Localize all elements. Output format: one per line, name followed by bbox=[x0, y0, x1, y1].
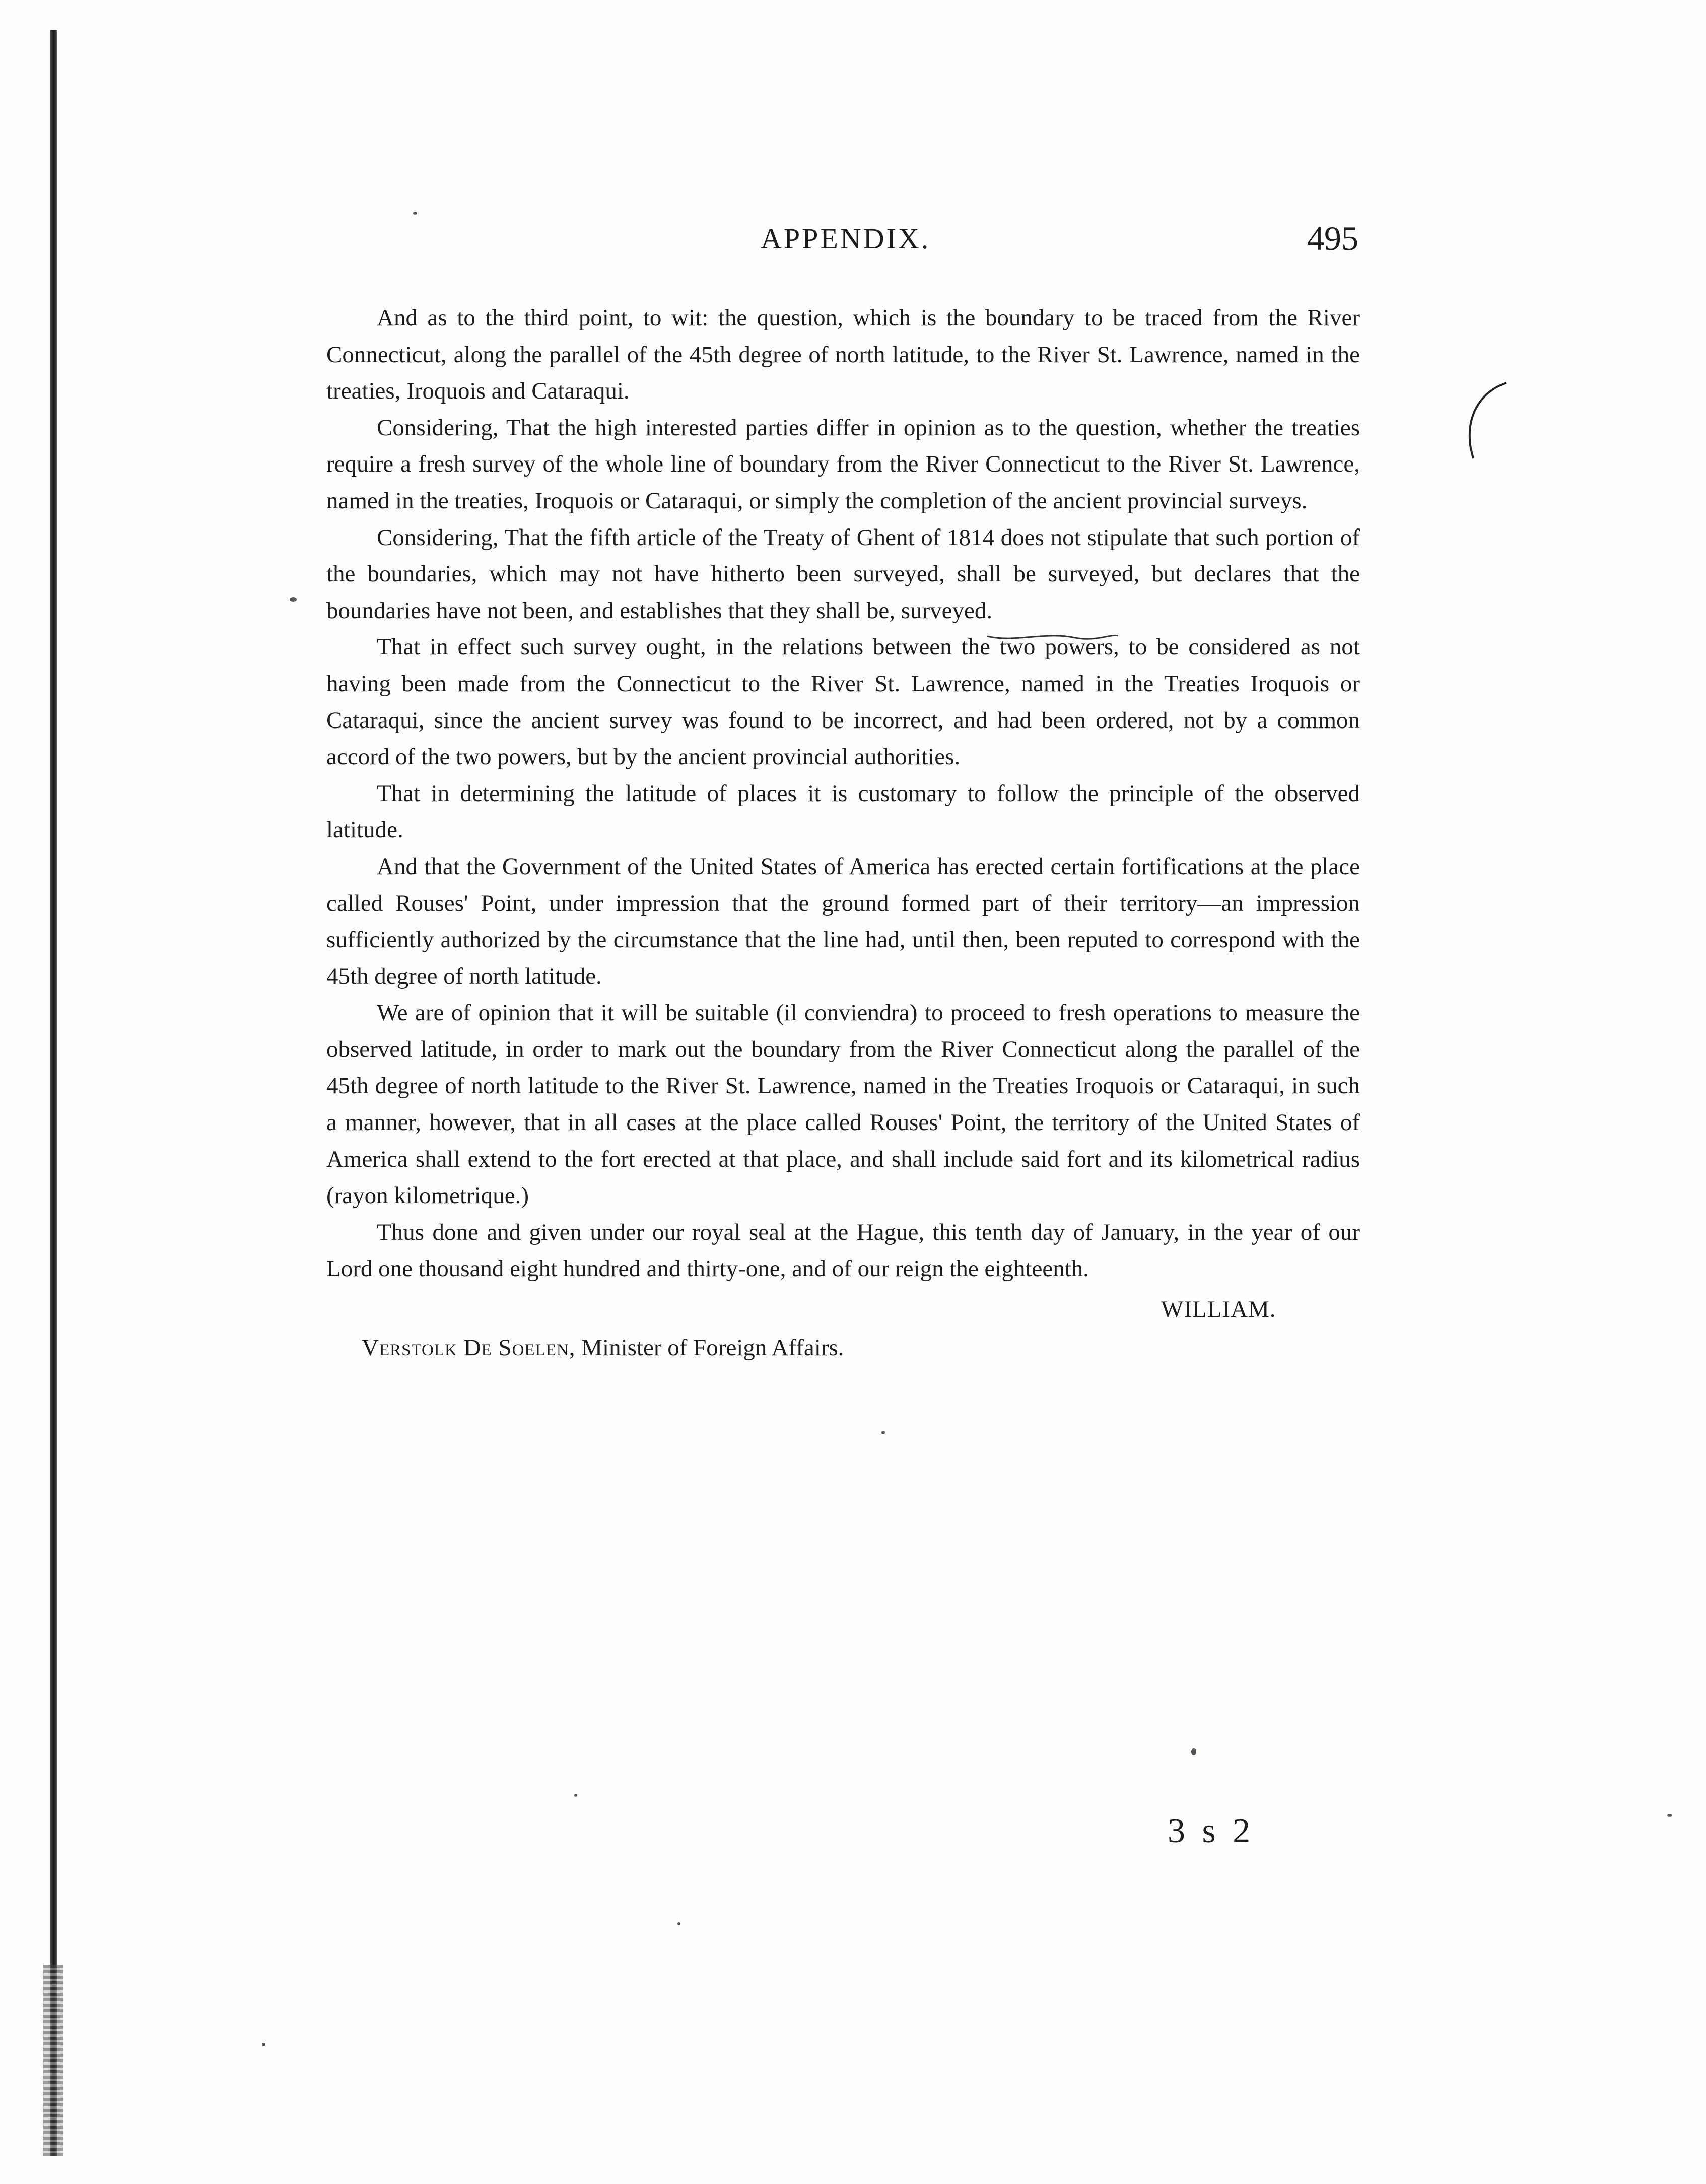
paper-speck bbox=[290, 597, 297, 602]
paper-speck bbox=[1667, 1814, 1672, 1817]
minister-line bbox=[362, 1334, 844, 1361]
signature: WILLIAM. bbox=[1161, 1296, 1276, 1322]
paragraph: And as to the third point, to wit: the question, which is the boundary to be traced from the River Connecticut, along the parallel of the 45th degree of north latitude, to the River St. Lawrence, named in the treaties, Iroquois and Cataraqui. bbox=[326, 305, 1360, 405]
paper-speck bbox=[413, 212, 417, 215]
body-text bbox=[326, 300, 1360, 1287]
paper-speck bbox=[262, 2043, 265, 2046]
handwritten-underline-mark bbox=[985, 629, 1121, 644]
paper-speck bbox=[1191, 1748, 1196, 1755]
paragraph: Considering, That the high interested parties differ in opinion as to the question, whether the treaties require a fresh survey of the whole line of boundary from the River Connecticut to the River St. Lawrence, named in the treaties, Iroquois or Cataraqui, or simply the completion of the ancient provincial surveys. bbox=[326, 414, 1360, 514]
minister-title: Minister of Foreign Affairs. bbox=[575, 1335, 844, 1361]
paper-speck bbox=[881, 1431, 885, 1434]
binding-edge bbox=[50, 30, 57, 2156]
paragraph: Thus done and given under our royal seal at the Hague, this tenth day of January, in the year of our Lord one thousand eight hundred and thirty-one, and of our reign the eighteenth. bbox=[326, 1219, 1360, 1282]
paragraph: That in determining the latitude of places it is customary to follow the principle of the observed latitude. bbox=[326, 780, 1360, 843]
margin-bracket-mark bbox=[1463, 373, 1509, 474]
minister-name: Verstolk De Soelen, bbox=[362, 1335, 576, 1361]
binding-shadow bbox=[43, 1965, 63, 2156]
paragraph: And that the Government of the United States of America has erected certain fortifications at the place called Rouses' Point, under impression that the ground formed part of their territory—an impression sufficiently authorized by the circumstance that the line had, until then, been reputed to correspond with the 45th degree of north latitude. bbox=[326, 853, 1360, 989]
paragraph: We are of opinion that it will be suitable (il conviendra) to proceed to fresh operations to measure the observed latitude, in order to mark out the boundary from the River Connecticut along the parallel of the 45th degree of north latitude to the River St. Lawrence, named in the Treaties Iroquois or Cataraqui, in such a manner, however, that in all cases at the place called Rouses' Point, the territory of the United States of America shall extend to the fort erected at that place, and shall include said fort and its kilometrical radius (rayon kilometrique.) bbox=[326, 1000, 1360, 1209]
running-head bbox=[0, 219, 1706, 262]
printer-signature-mark: 3 s 2 bbox=[1168, 1812, 1255, 1850]
page-number: 495 bbox=[1307, 219, 1358, 257]
paragraph: Considering, That the fifth article of the Treaty of Ghent of 1814 does not stipulate that such portion of the boundaries, which may not have hitherto been surveyed, shall be surveyed, but declares that the boundaries have not been, and establishes that they shall be, surveyed. bbox=[326, 524, 1360, 624]
paper-speck bbox=[677, 1922, 680, 1925]
paper-speck bbox=[574, 1794, 577, 1797]
running-title: APPENDIX. bbox=[761, 222, 931, 255]
paragraph: That in effect such survey ought, in the relations between the two powers, to be considered as not having been made from the Connecticut to the River St. Lawrence, named in the Treaties Iroquois or Cataraqui, since the ancient survey was found to be incorrect, and had been ordered, not by a common accord of the two powers, but by the ancient provincial authorities. bbox=[326, 634, 1360, 770]
